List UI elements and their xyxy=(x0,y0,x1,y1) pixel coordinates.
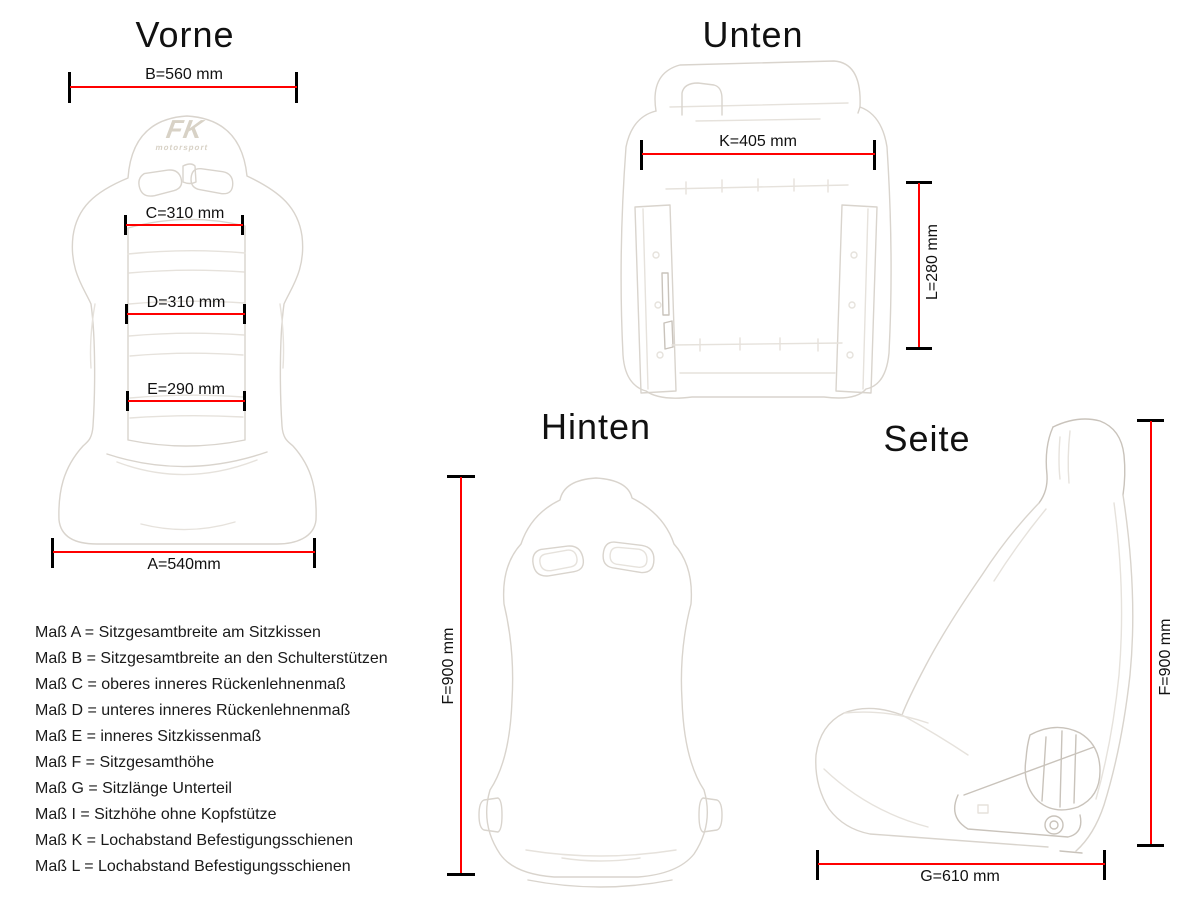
dimension-k-tick-left xyxy=(640,140,643,170)
dimension-l-label: L=280 mm xyxy=(924,223,941,301)
dimension-k-label: K=405 mm xyxy=(719,133,797,150)
legend-item-c: Maß C = oberes inneres Rückenlehnenmaß xyxy=(35,676,346,693)
dimension-f-back-tick-bottom xyxy=(447,873,475,876)
legend-item-f: Maß F = Sitzgesamthöhe xyxy=(35,754,215,771)
dimension-a-line xyxy=(53,551,315,553)
fk-logo-text: FK xyxy=(164,114,207,144)
dimension-f-side-line xyxy=(1150,421,1152,844)
dimension-g-label: G=610 mm xyxy=(920,868,1000,885)
dimension-b-label: B=560 mm xyxy=(145,66,223,83)
dimension-f-side-label: F=900 mm xyxy=(1157,618,1174,696)
measurement-legend xyxy=(35,620,388,880)
dimension-e-label: E=290 mm xyxy=(147,381,225,398)
legend-item-g: Maß G = Sitzlänge Unterteil xyxy=(35,780,232,797)
dimension-g-tick-left xyxy=(816,850,819,880)
legend-item-i: Maß I = Sitzhöhe ohne Kopfstütze xyxy=(35,806,277,823)
dimension-f-side-tick-bottom xyxy=(1137,844,1164,847)
dimension-k-tick-right xyxy=(873,140,876,170)
dimension-g-line xyxy=(818,863,1105,865)
side-view-title: Seite xyxy=(883,418,971,459)
dimension-a-label: A=540mm xyxy=(147,556,221,573)
side-seat-outline xyxy=(816,419,1133,853)
front-view-sketch xyxy=(55,108,320,553)
legend-item-k: Maß K = Lochabstand Befestigungsschienen xyxy=(35,832,353,849)
front-seat-outline xyxy=(59,116,316,544)
dimension-a-tick-left xyxy=(51,538,54,568)
dimension-k-line xyxy=(642,153,875,155)
back-view-title: Hinten xyxy=(540,406,652,447)
dimension-e-line xyxy=(128,400,245,402)
bottom-view-sketch xyxy=(610,55,902,400)
dimension-c-line xyxy=(126,224,243,226)
dimension-b-line xyxy=(70,86,297,88)
dimension-d-label: D=310 mm xyxy=(146,294,226,311)
bottom-view-title: Unten xyxy=(702,14,804,55)
dimension-a-tick-right xyxy=(313,538,316,568)
legend-item-a: Maß A = Sitzgesamtbreite am Sitzkissen xyxy=(35,624,321,641)
back-seat-outline xyxy=(479,478,722,887)
dimension-l-line xyxy=(918,183,920,347)
dimension-f-back-line xyxy=(460,477,462,873)
dimension-l-tick-bottom xyxy=(906,347,932,350)
bottom-seat-outline xyxy=(621,61,891,398)
side-view-sketch xyxy=(808,413,1148,860)
legend-item-d: Maß D = unteres inneres Rückenlehnenmaß xyxy=(35,702,351,719)
dimension-f-back-label: F=900 mm xyxy=(440,627,457,705)
dimension-g-tick-right xyxy=(1103,850,1106,880)
dimension-d-line xyxy=(127,313,245,315)
dimension-c-label: C=310 mm xyxy=(145,205,225,222)
legend-item-b: Maß B = Sitzgesamtbreite an den Schulterstützen xyxy=(35,650,388,667)
legend-item-l: Maß L = Lochabstand Befestigungsschienen xyxy=(35,858,351,875)
back-view-sketch xyxy=(478,468,723,898)
fk-logo-subtext: motorsport xyxy=(154,143,210,152)
fk-motorsport-logo xyxy=(155,116,214,152)
front-view-title: Vorne xyxy=(135,14,235,55)
legend-item-e: Maß E = inneres Sitzkissenmaß xyxy=(35,728,262,745)
